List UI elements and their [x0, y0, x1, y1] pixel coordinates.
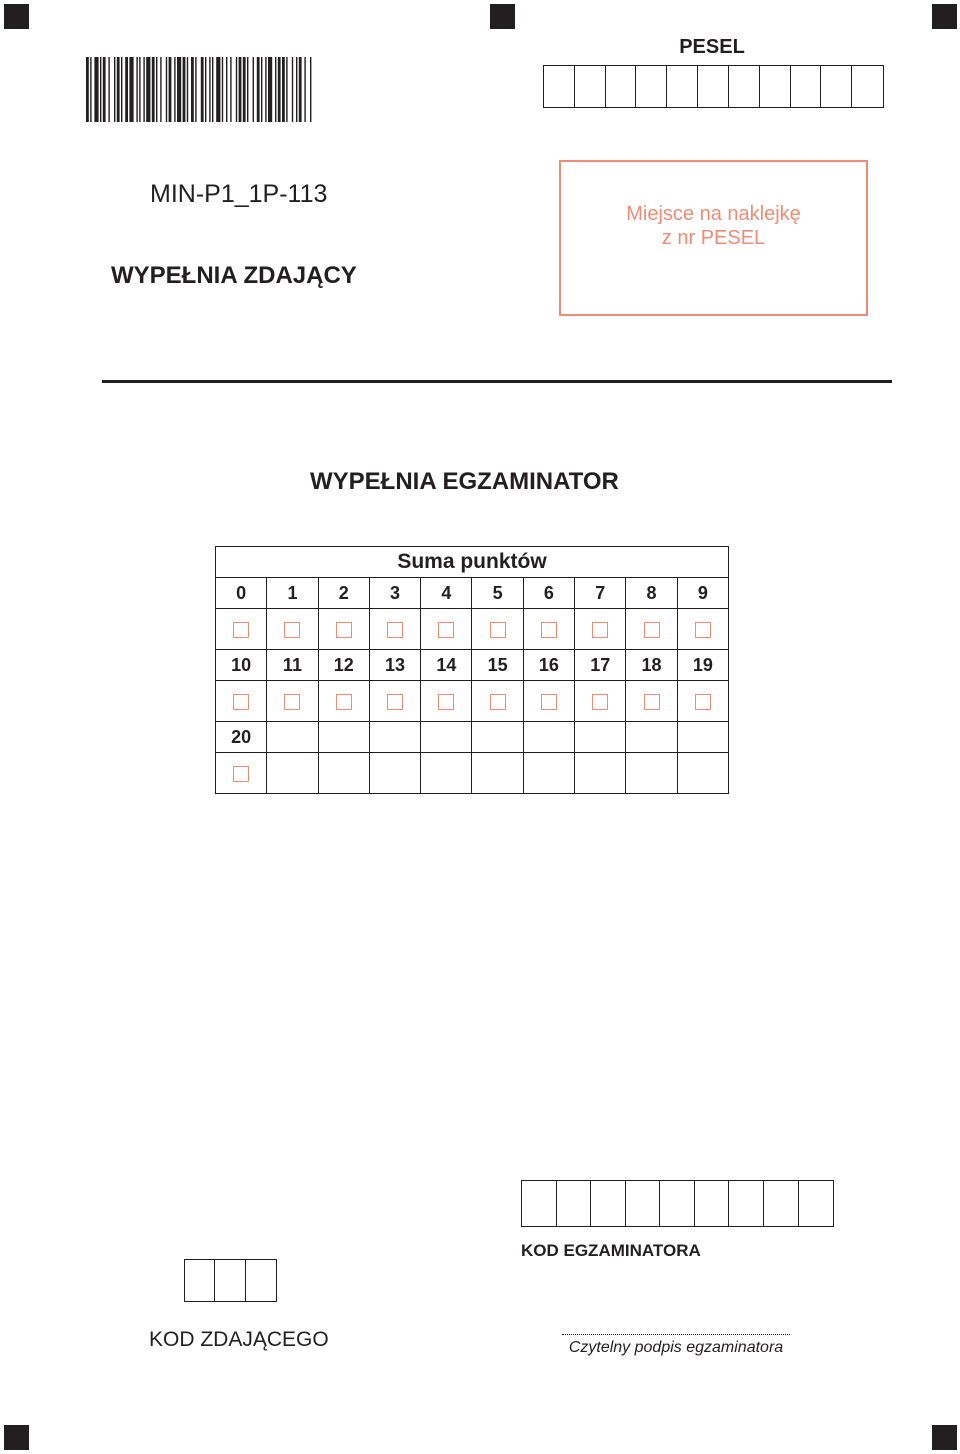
empty-cell — [523, 753, 574, 794]
empty-cell — [626, 753, 677, 794]
score-row-checkboxes — [216, 753, 729, 794]
empty-cell — [523, 722, 574, 753]
score-label: 13 — [369, 650, 420, 681]
pesel-digit-box[interactable] — [544, 66, 575, 107]
score-label: 8 — [626, 578, 677, 609]
sticker-line-1: Miejsce na naklejkę — [626, 203, 801, 225]
empty-cell — [318, 753, 369, 794]
score-checkbox[interactable] — [387, 694, 403, 710]
score-label: 7 — [575, 578, 626, 609]
empty-cell — [575, 722, 626, 753]
score-row-checkboxes — [216, 609, 729, 650]
sticker-line-2: z nr PESEL — [661, 227, 766, 249]
pesel-digit-box[interactable] — [606, 66, 637, 107]
score-checkbox[interactable] — [387, 622, 403, 638]
candidate-code-digit-box[interactable] — [246, 1260, 276, 1301]
examiner-code-digit-box[interactable] — [626, 1181, 661, 1226]
empty-cell — [369, 722, 420, 753]
pesel-digit-box[interactable] — [667, 66, 698, 107]
candidate-code-digit-box[interactable] — [215, 1260, 245, 1301]
score-label: 4 — [421, 578, 472, 609]
empty-cell — [369, 753, 420, 794]
pesel-digit-box[interactable] — [698, 66, 729, 107]
score-checkbox[interactable] — [336, 694, 352, 710]
empty-cell — [421, 722, 472, 753]
registration-mark-top-center — [490, 4, 515, 29]
score-label: 3 — [369, 578, 420, 609]
registration-mark-top-left — [4, 4, 29, 29]
examiner-section-title: WYPEŁNIA EGZAMINATOR — [310, 468, 619, 495]
examiner-code-digit-box[interactable] — [695, 1181, 730, 1226]
empty-cell — [472, 753, 523, 794]
examiner-code-digit-box[interactable] — [729, 1181, 764, 1226]
score-checkbox[interactable] — [644, 694, 660, 710]
examiner-code-digit-box[interactable] — [591, 1181, 626, 1226]
pesel-digit-box[interactable] — [821, 66, 852, 107]
score-label: 10 — [216, 650, 267, 681]
examiner-code-digit-box[interactable] — [799, 1181, 834, 1226]
score-label: 1 — [267, 578, 318, 609]
score-row-labels — [216, 650, 729, 681]
score-label: 6 — [523, 578, 574, 609]
registration-mark-top-right — [932, 4, 957, 29]
candidate-code-digit-box[interactable] — [185, 1260, 215, 1301]
empty-cell — [677, 722, 728, 753]
score-checkbox[interactable] — [695, 694, 711, 710]
examiner-code-label: KOD EGZAMINATORA — [521, 1241, 701, 1260]
score-checkbox[interactable] — [644, 622, 660, 638]
sum-points-header: Suma punktów — [216, 547, 729, 578]
score-checkbox[interactable] — [592, 694, 608, 710]
score-label: 18 — [626, 650, 677, 681]
pesel-digit-box[interactable] — [636, 66, 667, 107]
score-checkbox[interactable] — [336, 622, 352, 638]
empty-cell — [267, 753, 318, 794]
score-label: 0 — [216, 578, 267, 609]
signature-label: Czytelny podpis egzaminatora — [568, 1339, 784, 1356]
score-label: 12 — [318, 650, 369, 681]
score-label: 9 — [677, 578, 728, 609]
empty-cell — [677, 753, 728, 794]
score-checkbox[interactable] — [284, 622, 300, 638]
score-checkbox[interactable] — [541, 694, 557, 710]
candidate-code-label: KOD ZDAJĄCEGO — [149, 1328, 329, 1351]
registration-mark-bottom-left — [4, 1425, 29, 1450]
score-checkbox[interactable] — [541, 622, 557, 638]
score-label: 14 — [421, 650, 472, 681]
score-label: 16 — [523, 650, 574, 681]
score-checkbox[interactable] — [284, 694, 300, 710]
score-checkbox[interactable] — [233, 694, 249, 710]
empty-cell — [421, 753, 472, 794]
exam-code: MIN-P1_1P-113 — [150, 180, 328, 208]
score-checkbox[interactable] — [592, 622, 608, 638]
empty-cell — [318, 722, 369, 753]
examiner-code-boxes[interactable] — [521, 1180, 834, 1227]
score-checkbox[interactable] — [490, 694, 506, 710]
pesel-digit-box[interactable] — [791, 66, 822, 107]
pesel-digit-box[interactable] — [575, 66, 606, 107]
score-label: 15 — [472, 650, 523, 681]
examiner-code-digit-box[interactable] — [764, 1181, 799, 1226]
score-grid — [215, 546, 729, 794]
examiner-code-digit-box[interactable] — [660, 1181, 695, 1226]
empty-cell — [267, 722, 318, 753]
score-row-checkboxes — [216, 681, 729, 722]
score-label: 5 — [472, 578, 523, 609]
barcode — [86, 57, 396, 122]
empty-cell — [472, 722, 523, 753]
candidate-code-boxes[interactable] — [184, 1259, 277, 1302]
score-checkbox[interactable] — [438, 694, 454, 710]
score-checkbox[interactable] — [233, 766, 249, 782]
score-checkbox[interactable] — [233, 622, 249, 638]
pesel-digit-box[interactable] — [729, 66, 760, 107]
pesel-boxes[interactable] — [543, 65, 884, 108]
score-label: 19 — [677, 650, 728, 681]
score-checkbox[interactable] — [490, 622, 506, 638]
score-label: 17 — [575, 650, 626, 681]
examiner-code-digit-box[interactable] — [522, 1181, 557, 1226]
pesel-label: PESEL — [679, 36, 745, 58]
divider-line — [102, 380, 892, 383]
empty-cell — [626, 722, 677, 753]
score-label: 20 — [216, 722, 267, 753]
empty-cell — [575, 753, 626, 794]
pesel-sticker-area — [559, 160, 868, 316]
candidate-section-title: WYPEŁNIA ZDAJĄCY — [111, 262, 357, 289]
score-label: 11 — [267, 650, 318, 681]
examiner-code-digit-box[interactable] — [557, 1181, 592, 1226]
score-row-labels — [216, 722, 729, 753]
score-label: 2 — [318, 578, 369, 609]
pesel-digit-box[interactable] — [760, 66, 791, 107]
signature-line[interactable] — [562, 1334, 790, 1335]
pesel-digit-box[interactable] — [852, 66, 883, 107]
score-row-labels — [216, 578, 729, 609]
score-checkbox[interactable] — [695, 622, 711, 638]
registration-mark-bottom-right — [932, 1425, 957, 1450]
score-checkbox[interactable] — [438, 622, 454, 638]
